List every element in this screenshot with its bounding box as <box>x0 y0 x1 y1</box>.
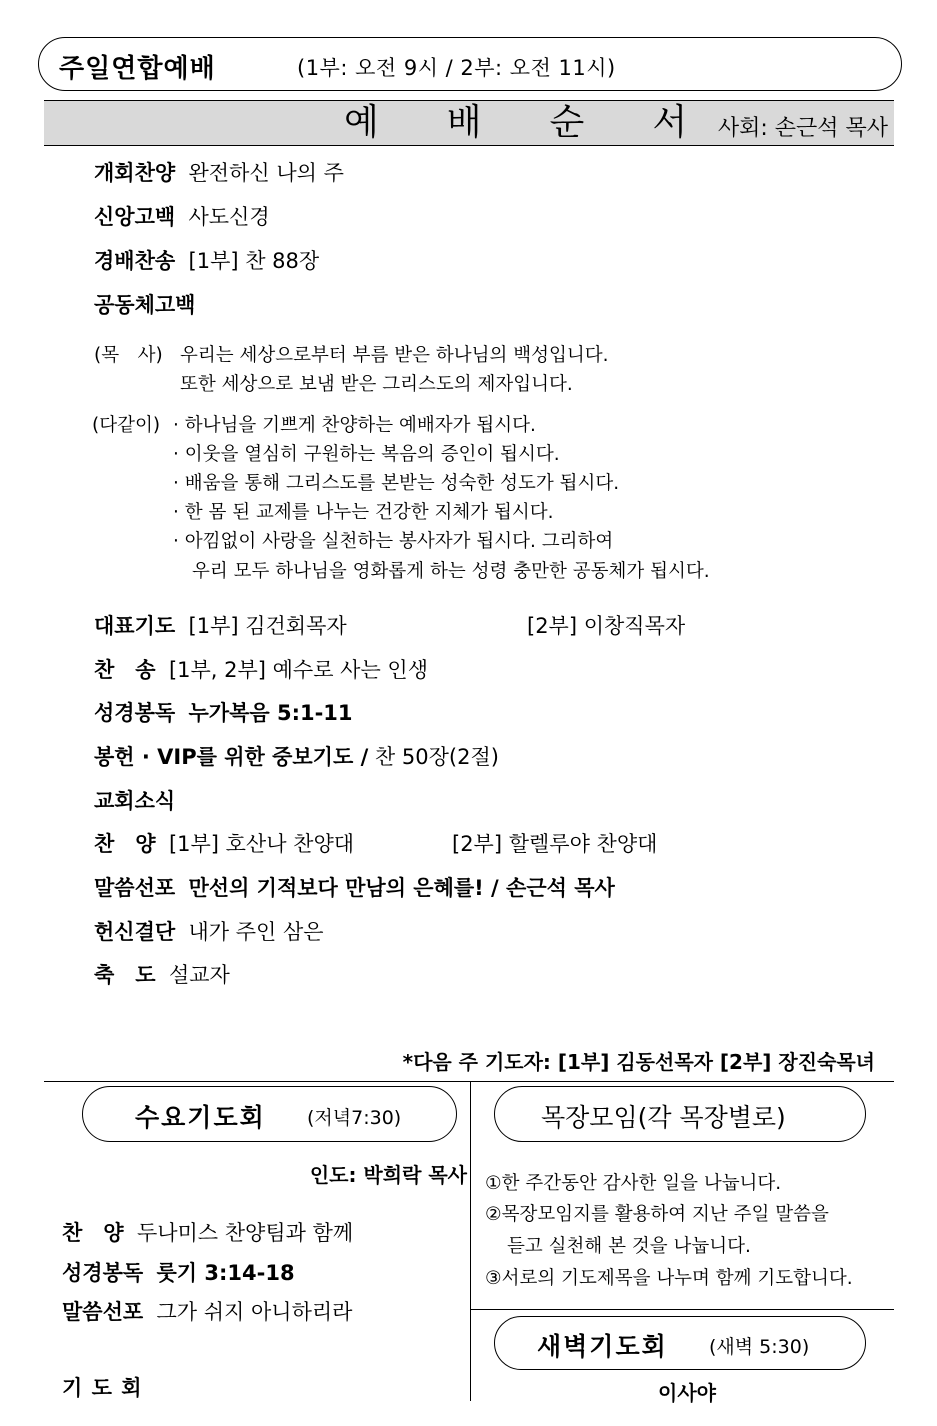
wednesday-header <box>82 1086 457 1142</box>
item-choir-part2: [2부] 할렐루야 찬양대 <box>452 832 658 856</box>
wednesday-leader: 인도: 박희락 목사 <box>309 1163 467 1187</box>
dawn-time: (새벽 5:30) <box>709 1336 810 1358</box>
cell-title: 목장모임(각 목장별로) <box>541 1103 786 1132</box>
section-divider <box>44 1081 894 1082</box>
item-scripture: 성경봉독 누가복음 5:1-11 <box>94 701 353 725</box>
item-hymn: 경배찬송 [1부] 찬 88장 <box>94 249 320 273</box>
item-offering: 봉헌 · VIP를 위한 중보기도 / 찬 50장(2절) <box>94 745 499 769</box>
dawn-title: 새벽기도회 <box>537 1332 668 1361</box>
wednesday-prayer: 기 도 회 <box>62 1376 143 1400</box>
column-divider <box>470 1081 471 1401</box>
item-news: 교회소식 <box>94 789 176 813</box>
item-prayer: 대표기도 [1부] 김건회목자 <box>94 614 347 638</box>
confession-line: · 아낌없이 사랑을 실천하는 봉사자가 됩시다. 그리하여 <box>173 531 614 552</box>
dawn-book: 이사야 <box>658 1381 716 1405</box>
confession-line: · 이웃을 열심히 구원하는 복음의 증인이 됩시다. <box>173 444 560 465</box>
service-title: 주일연합예배 <box>59 54 216 84</box>
item-song: 찬 송 [1부, 2부] 예수로 사는 인생 <box>94 658 428 682</box>
wednesday-row: 성경봉독 룻기 3:14-18 <box>62 1261 295 1285</box>
confession-pastor-label: (목 사) <box>94 345 163 366</box>
order-title: 예배순서 <box>344 102 756 143</box>
service-header <box>38 37 902 91</box>
cell-line: 듣고 실천해 본 것을 나눕니다. <box>507 1236 751 1257</box>
cell-line: ①한 주간동안 감사한 일을 나눕니다. <box>485 1173 782 1194</box>
confession-line: · 배움을 통해 그리스도를 본받는 성숙한 성도가 됩시다. <box>173 473 620 494</box>
item-sermon: 말씀선포 만선의 기적보다 만남의 은혜를! / 손근석 목사 <box>94 876 615 900</box>
wednesday-title: 수요기도회 <box>135 1103 266 1132</box>
item-benediction: 축 도 설교자 <box>94 963 230 987</box>
wednesday-row: 말씀선포 그가 쉬지 아니하리라 <box>62 1300 353 1324</box>
cell-line: ③서로의 기도제목을 나누며 함께 기도합니다. <box>485 1268 853 1289</box>
service-schedule: (1부: 오전 9시 / 2부: 오전 11시) <box>297 56 616 80</box>
confession-line: 우리 모두 하나님을 영화롭게 하는 성령 충만한 공동체가 됩시다. <box>192 561 710 582</box>
order-band <box>44 100 894 146</box>
confession-all-label: (다같이) <box>92 415 161 436</box>
order-host: 사회: 손근석 목사 <box>717 116 888 141</box>
right-column-divider <box>470 1309 894 1310</box>
item-dedication: 헌신결단 내가 주인 삼은 <box>94 920 324 944</box>
wednesday-row: 찬 양 두나미스 찬양팀과 함께 <box>62 1221 354 1245</box>
confession-line: 우리는 세상으로부터 부름 받은 하나님의 백성입니다. <box>180 345 609 366</box>
confession-line: · 하나님을 기쁘게 찬양하는 예배자가 됩시다. <box>173 415 536 436</box>
next-week-prayers: *다음 주 기도자: [1부] 김동선목자 [2부] 장진숙목녀 <box>402 1050 875 1074</box>
cell-line: ②목장모임지를 활용하여 지난 주일 말씀을 <box>485 1204 829 1225</box>
confession-line: · 한 몸 된 교제를 나누는 건강한 지체가 됩시다. <box>173 502 554 523</box>
confession-line: 또한 세상으로 보냄 받은 그리스도의 제자입니다. <box>180 374 573 395</box>
dawn-header <box>494 1316 866 1370</box>
item-prayer-part2: [2부] 이창직목자 <box>527 614 686 638</box>
cell-header <box>494 1086 866 1142</box>
item-creed: 신앙고백 사도신경 <box>94 205 270 229</box>
item-opening: 개회찬양 완전하신 나의 주 <box>94 161 344 185</box>
wednesday-time: (저녁7:30) <box>307 1107 402 1129</box>
item-choir: 찬 양 [1부] 호산나 찬양대 <box>94 832 355 856</box>
item-confession: 공동체고백 <box>94 293 196 317</box>
